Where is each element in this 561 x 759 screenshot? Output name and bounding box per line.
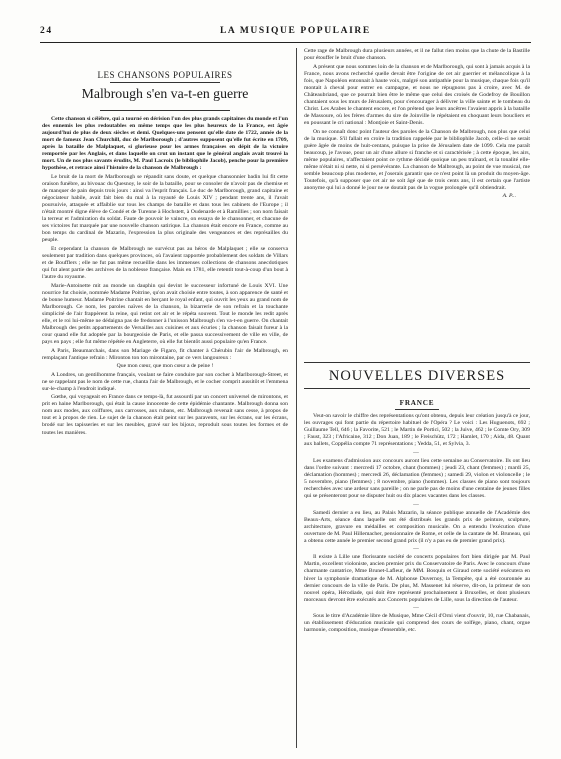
article-paragraph: Cette chanson si célèbre, qui a tourné en dérision l'un des plus grands capitaines du monde et l'un des ennemis les plus redoutables en même temps que les plus heureux de la France, est âgée aujourd'hui de plus de deux siècles et demi. Quelques-uns pensent qu'elle date de 1722, année de la mort de fameux Jean Churchill, duc de Marlborough ; d'autres supposent qu'elle fut écrite en 1709, après la bataille de Malplaquet, si glorieuse pour les armes françaises en dépit de la victoire remportée par les Anglais, et dans laquelle on crut un instant que le général anglais avait trouvé la mort. Un de nos plus savants érudits, M. Paul Lacroix (le bibliophile Jacob), penche pour la première hypothèse, et retrace ainsi l'histoire de la chanson de Malbrough :: [42, 116, 288, 172]
news-rule-top: [304, 362, 530, 363]
column-divider: [296, 48, 297, 748]
running-header: [40, 26, 531, 40]
news-column: [304, 413, 530, 748]
article-title: Malbrough s'en va-t-en guerre: [81, 86, 249, 101]
news-separator: ―: [413, 546, 421, 553]
author-signature: A. P...: [502, 193, 516, 200]
journal-title: LA MUSIQUE POPULAIRE: [220, 26, 371, 36]
news-item: Samedi dernier a eu lieu, au Palais Mazarin, la séance publique annuelle de l'Académie des Beaux-Arts, séance dans laquelle ont été distribués les grands prix de peinture, sculpture, architecture, gravure en médailles et composition musicale. On a entendu l'exécution d'une ouverture de M. Paul Hillemacher, pensionnaire de Rome, et celle de la cantate de M. Bruneau, qui a obtenu cette année le premier second grand prix (il n'y a pas eu de premier grand prix).: [304, 509, 530, 544]
article-paragraph: Marie-Antoinette mit au monde un dauphin qui devint le successeur infortuné de Louis XVI. Une nourrice fut choisie, nommée Madame Poitrine, qu'on avait choisie entre toutes, à son apparence de santé et de bonne humeur. Madame Poitrine chantait en berçant le royal enfant, qui ouvrit les yeux au grand nom de Marlborough. Ce nom, les paroles naïves de la chanson, la bizarrerie de son refrain et la touchante simplicité de l'air frappèrent la reine, qui retint cet air et le répéta souvent. Tout le monde les redit après elle, et le roi lui-même ne dédaigna pas de fredonner à l'unisson Malbrough s'en va-t-en guerre. On chantait Malbrough des petits appartements de Versailles aux cuisines et aux écuries ; la chanson faisait fureur à la cour quand elle fut adoptée par la bourgeoisie de Paris, et elle passa successivement de ville en ville, de pays en pays ; elle fut même répétée en Angleterre, où elle fut bientôt aussi populaire qu'en France.: [42, 282, 288, 345]
article-paragraph: Gœthe, qui voyageait en France dans ce temps-là, fut assourdi par un concert universel de mirontons, et prit en haine Marlborough, qui était la cause innocente de cette épidémie chantante. Malbrough donna son nom aux modes, aux coiffures, aux carrosses, aux rubans, etc. Malbrough revenait sans cesse, à propos de tout et à propos de rien. Le sujet de la chanson était peint sur les paravents, sur les écrans, sur les écrans, brodé sur les tapisseries et sur les meubles, gravé sur les bijoux, reproduit sous toutes les formes et de toutes les manières.: [42, 394, 288, 436]
right-column-article: [304, 48, 530, 348]
article-paragraph: Et cependant la chanson de Malbrough ne survécut pas au héros de Malplaquet ; elle se conserva seulement par tradition dans quelques provinces, où l'avaient rapportée probablement des soldats de Villars et de Boufflers ; elle ne fut pas même recueillie dans les immenses collections de chansons anecdotiques qui fut alent partie des archives de la noblesse française. Mais en 1781, elle retentit tout-à-coup d'un bout à l'autre du royaume.: [42, 245, 288, 281]
news-separator: ―: [413, 449, 421, 456]
news-subtitle: FRANCE: [399, 399, 435, 407]
news-separator: ―: [413, 501, 421, 508]
article-paragraph: Cette rage de Malbrough dura plusieurs années, et il ne fallut rien moins que la chute de la Bastille pour étouffer le bruit d'une chanson.: [304, 48, 530, 62]
news-separator: ―: [413, 605, 421, 612]
article-paragraph: A Paris, Beaumarchais, dans son Mariage de Figaro, fit chanter à Chérubin l'air de Malbrough, en remplaçant l'antique refrain : Mironton ton ton mirontaine, par ce vers langoureux :: [42, 347, 288, 361]
news-subtitle-rule: [395, 409, 439, 410]
title-rule: [100, 110, 230, 111]
news-item: Sous le titre d'Académie libre de Musique, Mme Cécil d'Orni vient d'ouvrir, 10, rue Chabanais, un établissement d'éducation musicale qui comprend des cours de solfège, piano, chant, orgue harmonie, composition, musique d'ensemble, etc.: [304, 613, 530, 634]
article-paragraph: A Londres, un gentilhomme français, voulant se faire conduire par son cocher à Marlborough-Street, et ne se rappelant pas le nom de cette rue, chanta l'air de Malbrough, et le cocher comprit aussitôt et l'emmena sur-le-champ à l'endroit indiqué.: [42, 371, 288, 392]
article-paragraph: Le bruit de la mort de Marlborough se répandit sans doute, et quelque chansonnier badin lui fit cette oraison funèbre, au bivouac du Quesnoy, le soir de la bataille, pour se consoler de n'avoir pas de chemise et de manquer de pain depuis trois jours : ainsi va l'esprit français. Le duc de Marlborough, grand capitaine et négociateur habile, avait fait bien du mal à la royauté de Louis XIV ; pendant trente ans, il l'avait poursuivie, attaquée et affaiblie sur tous les champs de bataille et dans tous les cabinets de l'Europe ; il n'était montré digne élève de Condé et de Turenne à Hochstett, à Oudenarde et à Ramillies ; son nom faisait la terreur et l'admiration du soldat. Faute de pouvoir le vaincre, on essaya de le chansonner, et chacune de ses victoires fut marquée par une nouvelle chanson satirique. La chanson était encore en France, comme au bon temps du cardinal de Mazarin, l'expression la plus originale des vengeances et des représailles du peuple.: [42, 173, 288, 244]
article-paragraph: A présent que nous sommes loin de la chanson et de Marlborough, qui sont à jamais acquis à la France, nous avons recherché quelle devait être l'origine de cet air guerrier et mélancolique à la fois, que Napoléon entonnait à haute voix, malgré son antipathie pour la musique, chaque fois qu'il montait à cheval pour entrer en campagne, et nous ne répugnons pas à croire, avec M. de Châteaubriand, que ce pourrait bien être le même que celui des croisés de Godefroy de Bouillon chantaient sous les murs de Jérusalem, pour s'encourager à délivrer la ville sainte et le tombeau du Christ. Les Arabes le chantent encore, et l'on prétend que leurs ancêtres l'avaient appris à la bataille de Massoure, où les frères d'armes du sire de Joinville le répétaient en choquant leurs boucliers et en poussant le cri national : Montjoie et Saint-Denis.: [304, 63, 530, 126]
header-rule: [40, 42, 531, 43]
news-title: NOUVELLES DIVERSES: [328, 368, 506, 384]
news-item: Il existe à Lille une florissante société de concerts populaires fort bien dirigée par M. Paul Martin, excellent violoniste, ancien premier prix du Conservatoire de Paris. Avec le concours d'une charmante cantatrice, Mme Brunet-Lafleur, de MM. Bosquin et Giraud cette société exécutera en hiver la symphonie dramatique de M. Alphonse Duvernoy, la Tempête, qui a été couronnée au dernier concours de la ville de Paris. De plus, M. Massenet lui réserve, dit-on, la primeur de son nouvel opéra, Hérodiade, qui doit être représenté prochainement à Bruxelles, et dont plusieurs morceaux devront être exécutés aux Concerts populaires de Lille, sous la direction de l'auteur.: [304, 554, 530, 603]
left-column: [42, 116, 288, 748]
news-item: Les examens d'admission aux concours auront lieu cette semaine au Conservatoire. Ils ont lieu dans l'ordre suivant : mercredi 17 octobre, chant (hommes) ; jeudi 23, chant (femmes) ; mardi 25, déclamation (hommes) ; mercredi 26, déclamation (femmes) ; samedi 29, violon et violoncelle ; le 5 novembre, piano (femmes) ; 8 novembre, piano (hommes). Les classes de piano sont toujours recherchées avec une ardeur sans pareille ; on ne parle pas de moins d'une centaine de jeunes filles qui se présenteront pour se disputer huit ou dix places vacantes dans les classes.: [304, 457, 530, 500]
news-item: Veut-on savoir le chiffre des représentations qu'ont obtenu, depuis leur création jusqu'à ce jour, les ouvrages qui font partie du répertoire habituel de l'Opéra ? Le voici : Les Huguenots, 692 ; Guillaume Tell, 646 ; la Favorite, 521 ; le Martin de Portici, 502 ; la Juive, 462 ; le Comte Ory, 309 ; Faust, 323 ; l'Africaine, 312 ; Don Juan, 189 ; le Freischütz, 172 ; Hamlet, 170 ; Aida, 48. Quant aux ballets, Coppélia compte 71 représentations ; Yedda, 51, et Sylvia, 3.: [304, 413, 530, 448]
article-paragraph: On ne connaît donc point l'auteur des paroles de la Chanson de Malbrough, non plus que celui de la musique. S'il fallait en croire la tradition rappelée par le bibliophile Jacob, celle-ci ne serait guère âgée de moins de huit-centans, puisque la prise de Jérusalem date de 1099. Cela me paraît beaucoup, je l'avoue, pour un air d'une allure si franche et si caractérisée ; à cette époque, les airs, même populaires, n'affectaient point ce rythme décidé quoique un peu traînard, et la tonalité elle-même n'était ni si nette, ni si persévérante. La chanson de Malbrough, au point de vue musical, me semble beaucoup plus moderne, et j'oserais garantir que ce n'est point là un produit du moyen-âge. Toutefois, qu'à supposer que cet air ne soit âgé que de trois cents ans, il est certain que l'artiste anonyme qui lui a donné le jour ne se doutait pas de la vogue prolongée qu'il obtiendrait.: [304, 128, 530, 191]
news-rule-bottom: [304, 388, 530, 389]
quoted-verse: Que mon cœur, que mon cœur a de peine !: [116, 363, 214, 370]
section-heading: LES CHANSONS POPULAIRES: [97, 70, 233, 80]
page-number: 24: [40, 26, 53, 36]
section-rule: [110, 82, 220, 83]
